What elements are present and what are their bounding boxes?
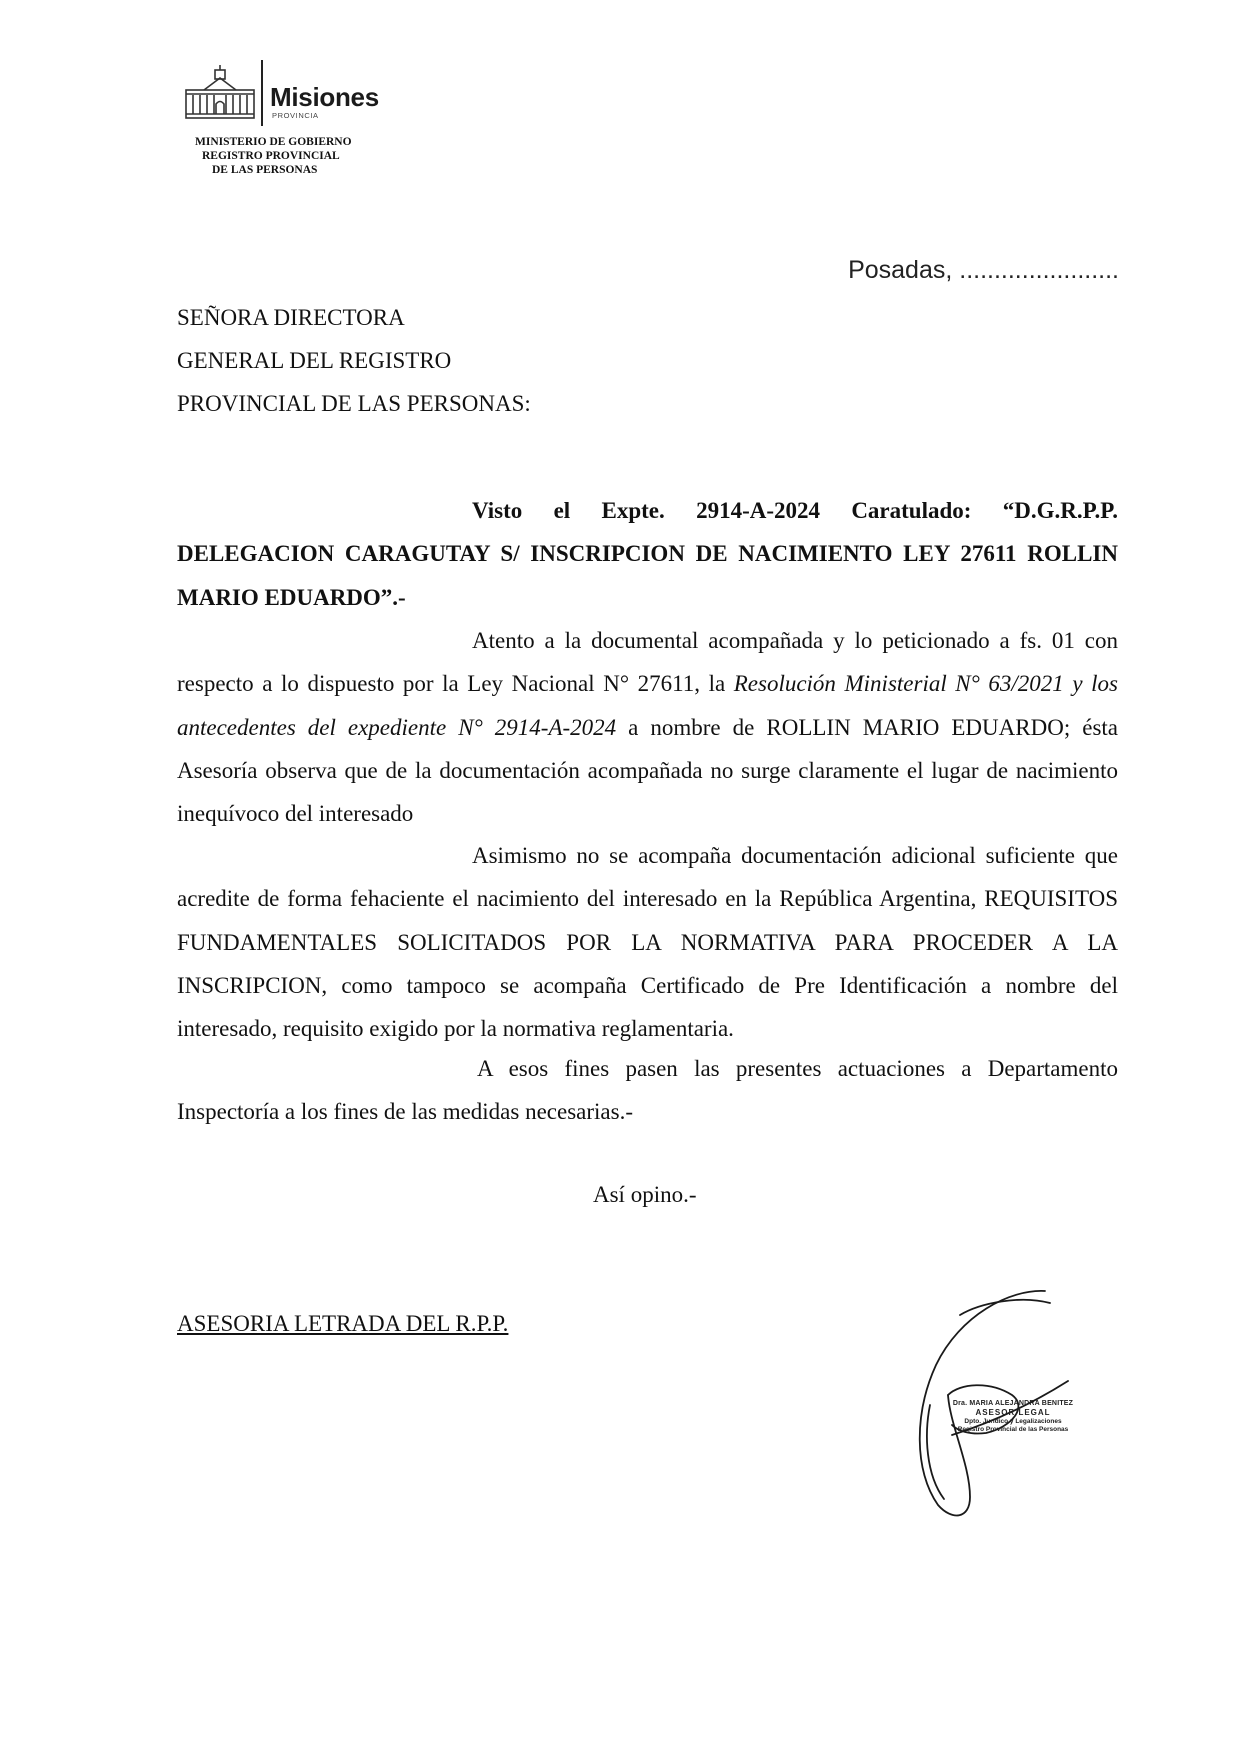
stamp-name: Dra. MARIA ALEJANDRA BENITEZ — [952, 1400, 1074, 1407]
paragraph-atento-part-b: a nombre de ROLLIN MARIO EDUARDO; ésta Asesoría observa que de la documentación acompañada no surge claramente el lugar de nacimiento inequívoco del interesado — [177, 714, 1118, 827]
logo-divider — [261, 60, 263, 126]
stamp-institution: Registro Provincial de las Personas — [957, 1426, 1069, 1433]
paragraph-visto: Visto el Expte. 2914-A-2024 Caratulado: “D.G.R.P.P. DELEGACION CARAGUTAY S/ INSCRIPCION DE NACIMIENTO LEY 27611 ROLLIN MARIO EDUARDO”.- — [177, 498, 1118, 610]
addressee-line-3: PROVINCIAL DE LAS PERSONAS: — [177, 391, 531, 416]
paragraph-asimismo: Asimismo no se acompaña documentación adicional suficiente que acredite de forma fehaciente el nacimiento del interesado en la República Argentina, REQUISITOS FUNDAMENTALES SOLICITADOS POR LA NORMATIVA PARA PROCEDER A LA INSCRIPCION, como tampoco se acompaña Certificado de Pre Identificación a nombre del interesado, requisito exigido por la normativa reglamentaria. — [177, 843, 1118, 1042]
paragraph-fines: A esos fines pasen las presentes actuaciones a Departamento Inspectoría a los fines de las medidas necesarias.- — [177, 1056, 1118, 1125]
ministry-line-3: DE LAS PERSONAS — [212, 164, 318, 176]
logo-name: Misiones — [270, 82, 379, 112]
logo-subtitle: PROVINCIA — [272, 111, 319, 120]
ministry-line-2: REGISTRO PROVINCIAL — [202, 150, 340, 162]
closing-remark: Así opino.- — [593, 1182, 697, 1207]
stamp-department: Dpto. Jurídico y Legalizaciones — [964, 1418, 1062, 1425]
paragraph-atento-part-a: Atento a la documental acompañada y lo peticionado a fs. 01 con respecto a lo dispuesto por la Ley Nacional N° 27611, la — [177, 628, 1118, 697]
government-building-icon — [184, 64, 256, 122]
addressee-line-1: SEÑORA DIRECTORA — [177, 305, 405, 330]
paragraph-atento-italic: Resolución Ministerial N° 63/2021 y los antecedentes del expediente N° 2914-A-2024 — [177, 671, 1118, 740]
official-stamp — [948, 1400, 1078, 1433]
paragraph-atento — [177, 619, 1118, 835]
place-date: Posadas, ....................... — [848, 256, 1119, 284]
stamp-role: ASESOR LEGAL — [975, 1408, 1051, 1417]
signatory-office: ASESORIA LETRADA DEL R.P.P. — [177, 1311, 509, 1336]
misiones-logo — [184, 58, 484, 128]
addressee-line-2: GENERAL DEL REGISTRO — [177, 348, 452, 373]
ministry-line-1: MINISTERIO DE GOBIERNO — [195, 136, 352, 148]
